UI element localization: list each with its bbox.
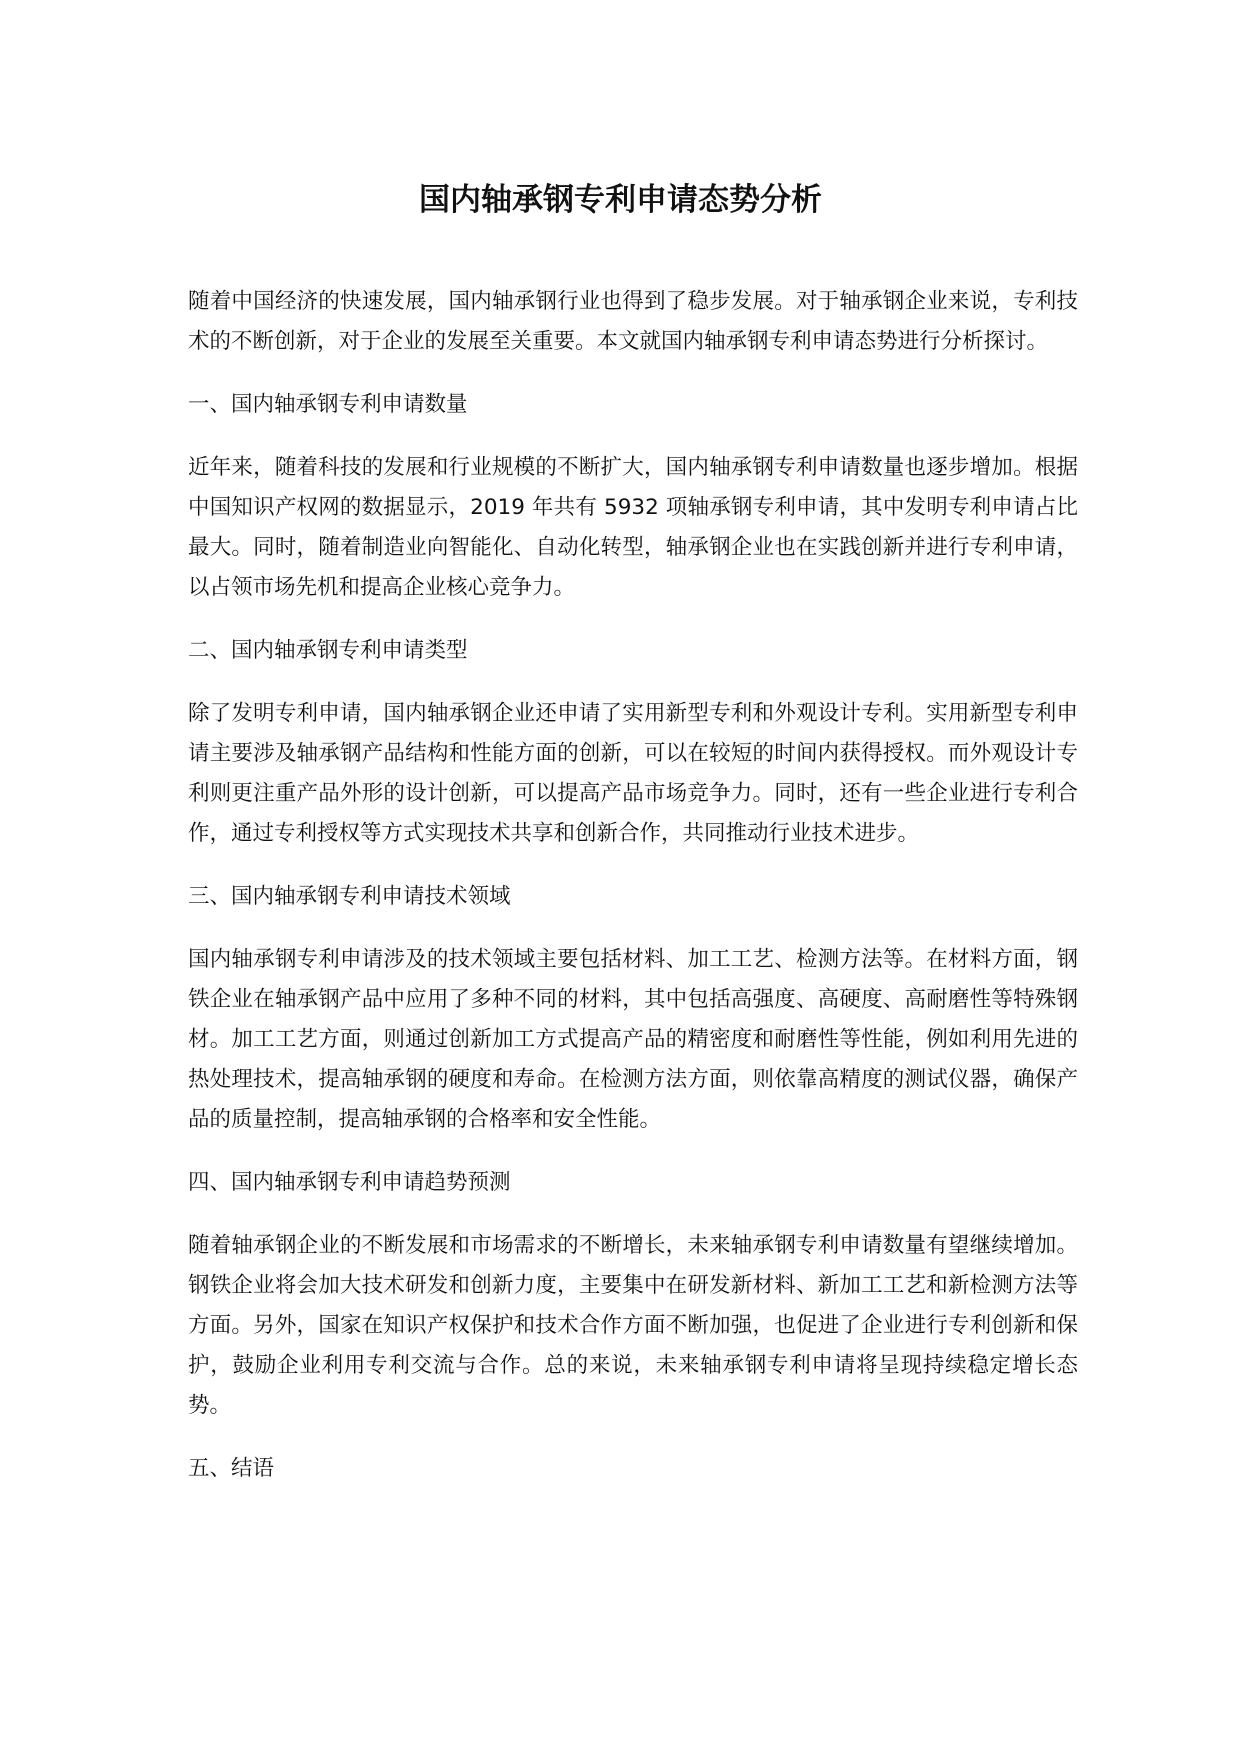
- section-heading-3: 三、国内轴承钢专利申请技术领域: [188, 884, 511, 909]
- section-heading-2: 二、国内轴承钢专利申请类型: [188, 638, 468, 663]
- section-body-4: 随着轴承钢企业的不断发展和市场需求的不断增长，未来轴承钢专利申请数量有望继续增加。钢铁企业将会加大技术研发和创新力度，主要集中在研发新材料、新加工工艺和新检测方法等方面。另外，国家在知识产权保护和技术合作方面不断加强，也促进了企业进行专利创新和保护，鼓励企业利用专利交流与合作。总的来说，未来轴承钢专利申请将呈现持续稳定增长态势。: [188, 1233, 1078, 1418]
- section-heading-1: 一、国内轴承钢专利申请数量: [188, 392, 468, 417]
- intro-paragraph: 随着中国经济的快速发展，国内轴承钢行业也得到了稳步发展。对于轴承钢企业来说，专利技术的不断创新，对于企业的发展至关重要。本文就国内轴承钢专利申请态势进行分析探讨。: [188, 289, 1078, 354]
- document-body: [188, 282, 1078, 1512]
- section-heading-4: 四、国内轴承钢专利申请趋势预测: [188, 1170, 511, 1195]
- section-body-3: 国内轴承钢专利申请涉及的技术领域主要包括材料、加工工艺、检测方法等。在材料方面，钢铁企业在轴承钢产品中应用了多种不同的材料，其中包括高强度、高硬度、高耐磨性等特殊钢材。加工工艺方面，则通过创新加工方式提高产品的精密度和耐磨性等性能，例如利用先进的热处理技术，提高轴承钢的硬度和寿命。在检测方法方面，则依靠高精度的测试仪器，确保产品的质量控制，提高轴承钢的合格率和安全性能。: [188, 947, 1078, 1132]
- section-heading-5: 五、结语: [188, 1456, 275, 1481]
- section-body-1: 近年来，随着科技的发展和行业规模的不断扩大，国内轴承钢专利申请数量也逐步增加。根据中国知识产权网的数据显示，2019 年共有 5932 项轴承钢专利申请，其中发明专利申请占比最大。同时，随着制造业向智能化、自动化转型，轴承钢企业也在实践创新并进行专利申请，以占领市场先机和提高企业核心竞争力。: [188, 455, 1078, 600]
- section-body-2: 除了发明专利申请，国内轴承钢企业还申请了实用新型专利和外观设计专利。实用新型专利申请主要涉及轴承钢产品结构和性能方面的创新，可以在较短的时间内获得授权。而外观设计专利则更注重产品外形的设计创新，可以提高产品市场竞争力。同时，还有一些企业进行专利合作，通过专利授权等方式实现技术共享和创新合作，共同推动行业技术进步。: [188, 701, 1078, 846]
- document-title: 国内轴承钢专利申请态势分析: [419, 182, 822, 218]
